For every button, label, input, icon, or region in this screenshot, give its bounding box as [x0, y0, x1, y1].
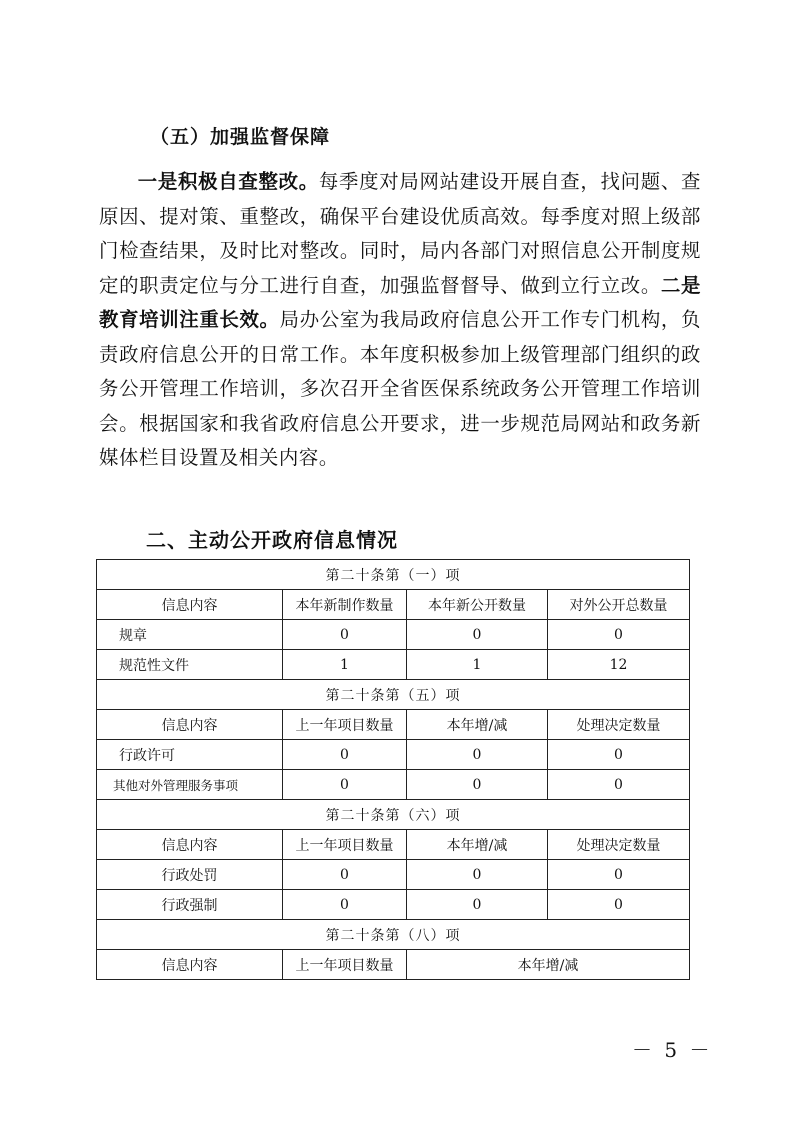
point-two-text: 局办公室为我局政府信息公开工作专门机构，负责政府信息公开的日常工作。本年度积极参加上级管理部门组织的政务公开管理工作培训，多次召开全省医保系统政务公开管理工作培训会。根据国家和我省政府信息公开要求，进一步规范局网站和政务新媒体栏目设置及相关内容。 — [99, 308, 701, 469]
table-row — [97, 890, 690, 920]
point-one-lead: 一是积极自查整改。 — [137, 170, 319, 193]
row-label: 行政强制 — [97, 890, 283, 920]
column-header: 上一年项目数量 — [283, 710, 407, 740]
table-cell: 0 — [407, 860, 548, 890]
column-header: 本年增/减 — [407, 710, 548, 740]
column-header: 信息内容 — [97, 830, 283, 860]
table-cell: 1 — [407, 650, 548, 680]
table-cell: 0 — [283, 860, 407, 890]
table-cell: 0 — [283, 620, 407, 650]
table-row — [97, 620, 690, 650]
table-cell: 0 — [548, 890, 690, 920]
table-cell: 0 — [548, 740, 690, 770]
column-header: 本年新制作数量 — [283, 590, 407, 620]
table-cell: 1 — [283, 650, 407, 680]
table-row — [97, 740, 690, 770]
point-one-text: 每季度对局网站建设开展自查，找问题、查原因、提对策、重整改，确保平台建设优质高效。每季度对照上级部门检查结果，及时比对整改。同时，局内各部门对照信息公开制度规定的职责定位与分工进行自查，加强监督督导、做到立行立改。 — [99, 170, 701, 297]
table-cell: 0 — [407, 620, 548, 650]
column-header: 本年增/减 — [407, 830, 548, 860]
article-title: 第二十条第（八）项 — [97, 920, 690, 950]
table-cell: 0 — [283, 770, 407, 800]
row-label: 行政处罚 — [97, 860, 283, 890]
column-header: 信息内容 — [97, 950, 283, 980]
column-header: 处理决定数量 — [548, 830, 690, 860]
article-title: 第二十条第（一）项 — [97, 560, 690, 590]
column-header: 本年新公开数量 — [407, 590, 548, 620]
table-cell: 12 — [548, 650, 690, 680]
table-header-row — [97, 950, 690, 980]
column-header: 信息内容 — [97, 710, 283, 740]
column-header: 本年增/减 — [407, 950, 690, 980]
table-section-title-row — [97, 800, 690, 830]
row-label: 规章 — [97, 620, 283, 650]
page-number: － 5 － — [632, 1038, 713, 1062]
article-title: 第二十条第（五）项 — [97, 680, 690, 710]
section-heading: 二、主动公开政府信息情况 — [146, 528, 398, 552]
table-row — [97, 650, 690, 680]
table-cell: 0 — [548, 770, 690, 800]
table-row — [97, 770, 690, 800]
table-row — [97, 860, 690, 890]
disclosure-table — [96, 559, 690, 980]
table-cell: 0 — [407, 740, 548, 770]
body-paragraph — [99, 165, 701, 476]
table-section-title-row — [97, 560, 690, 590]
table-header-row — [97, 830, 690, 860]
table-cell: 0 — [407, 890, 548, 920]
subsection-heading: （五）加强监督保障 — [150, 126, 331, 148]
table-cell: 0 — [548, 860, 690, 890]
column-header: 上一年项目数量 — [283, 950, 407, 980]
table-cell: 0 — [283, 740, 407, 770]
table-cell: 0 — [407, 770, 548, 800]
column-header: 信息内容 — [97, 590, 283, 620]
point-two-lead: 二是教育培训注重长效。 — [99, 273, 701, 331]
table-cell: 0 — [283, 890, 407, 920]
row-label: 行政许可 — [97, 740, 283, 770]
table-header-row — [97, 590, 690, 620]
row-label: 规范性文件 — [97, 650, 283, 680]
column-header: 上一年项目数量 — [283, 830, 407, 860]
column-header: 对外公开总数量 — [548, 590, 690, 620]
table-section-title-row — [97, 920, 690, 950]
column-header: 处理决定数量 — [548, 710, 690, 740]
article-title: 第二十条第（六）项 — [97, 800, 690, 830]
table-cell: 0 — [548, 620, 690, 650]
table-section-title-row — [97, 680, 690, 710]
row-label: 其他对外管理服务事项 — [97, 770, 283, 800]
table-header-row — [97, 710, 690, 740]
